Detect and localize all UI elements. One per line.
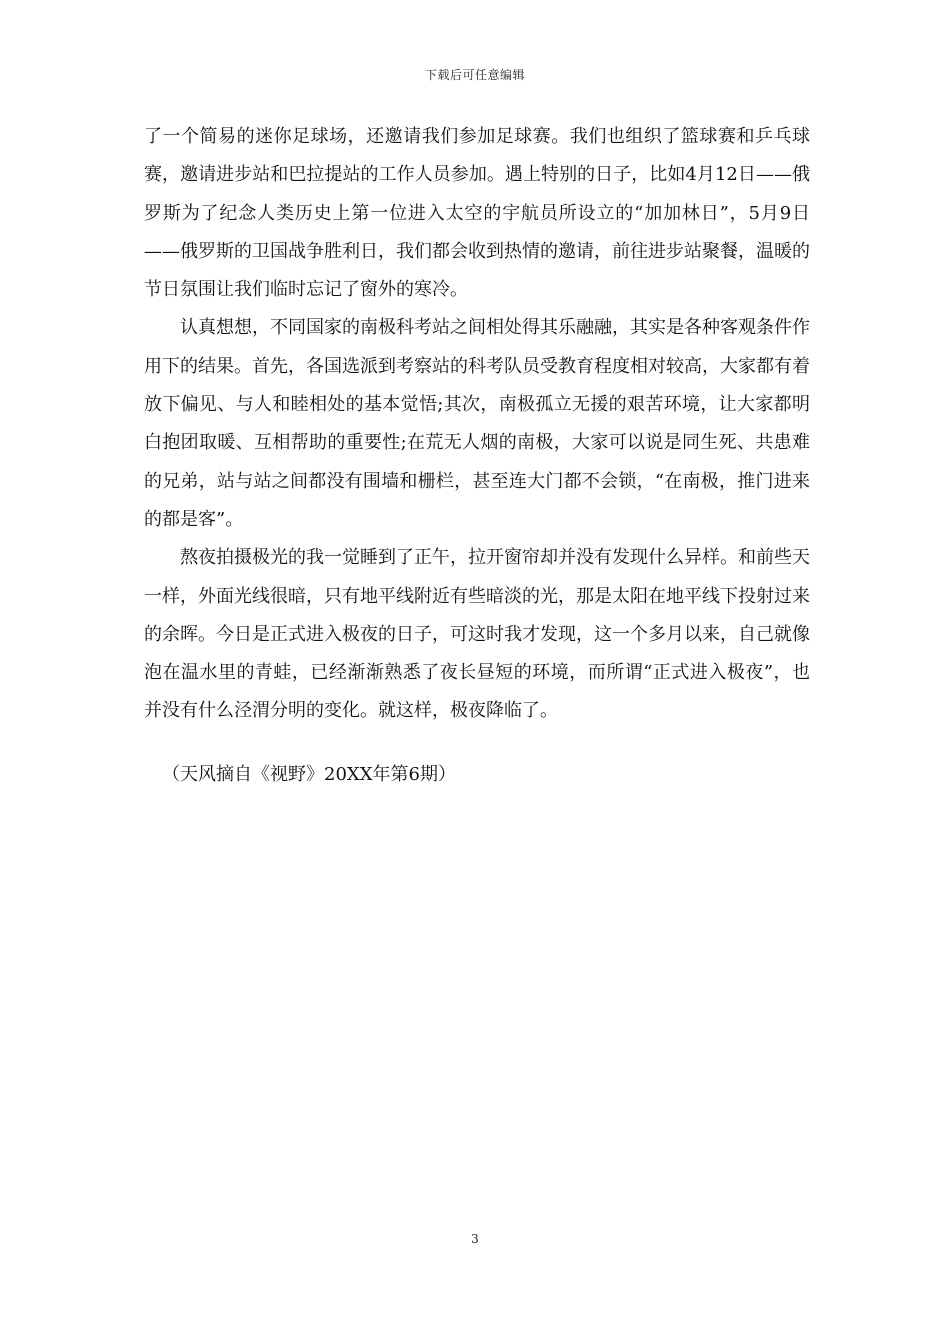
article-source: （天风摘自《视野》20XX年第6期） <box>162 764 456 785</box>
paragraph-polar-night: 熬夜拍摄极光的我一觉睡到了正午，拉开窗帘却并没有发现什么异样。和前些天一样，外面光线很暗，只有地平线附近有些暗淡的光，那是太阳在地平线下投射过来的余晖。今日是正式进入极夜的日子，可这时我才发现，这一个多月以来，自己就像泡在温水里的青蛙，已经渐渐熟悉了夜长昼短的环境，而所谓“正式进入极夜”，也并没有什么泾渭分明的变化。就这样，极夜降临了。 <box>144 547 810 722</box>
article-body <box>144 118 810 731</box>
paragraph-continued: 了一个简易的迷你足球场，还邀请我们参加足球赛。我们也组织了篮球赛和乒乓球赛，邀请进步站和巴拉提站的工作人员参加。遇上特别的日子，比如4月12日——俄罗斯为了纪念人类历史上第一位进入太空的宇航员所设立的“加加林日”，5月9日——俄罗斯的卫国战争胜利日，我们都会收到热情的邀请，前往进步站聚餐，温暖的节日氛围让我们临时忘记了窗外的寒冷。 <box>144 126 810 301</box>
paragraph-antarctic-stations: 认真想想，不同国家的南极科考站之间相处得其乐融融，其实是各种客观条件作用下的结果。首先，各国选派到考察站的科考队员受教育程度相对较高，大家都有着放下偏见、与人和睦相处的基本觉悟;其次，南极孤立无援的艰苦环境，让大家都明白抱团取暖、互相帮助的重要性;在荒无人烟的南极，大家可以说是同生死、共患难的兄弟，站与站之间都没有围墙和栅栏，甚至连大门都不会锁，“在南极，推门进来的都是客”。 <box>144 317 810 530</box>
page-header: 下载后可任意编辑 <box>424 68 525 82</box>
page-number: 3 <box>471 1232 479 1246</box>
